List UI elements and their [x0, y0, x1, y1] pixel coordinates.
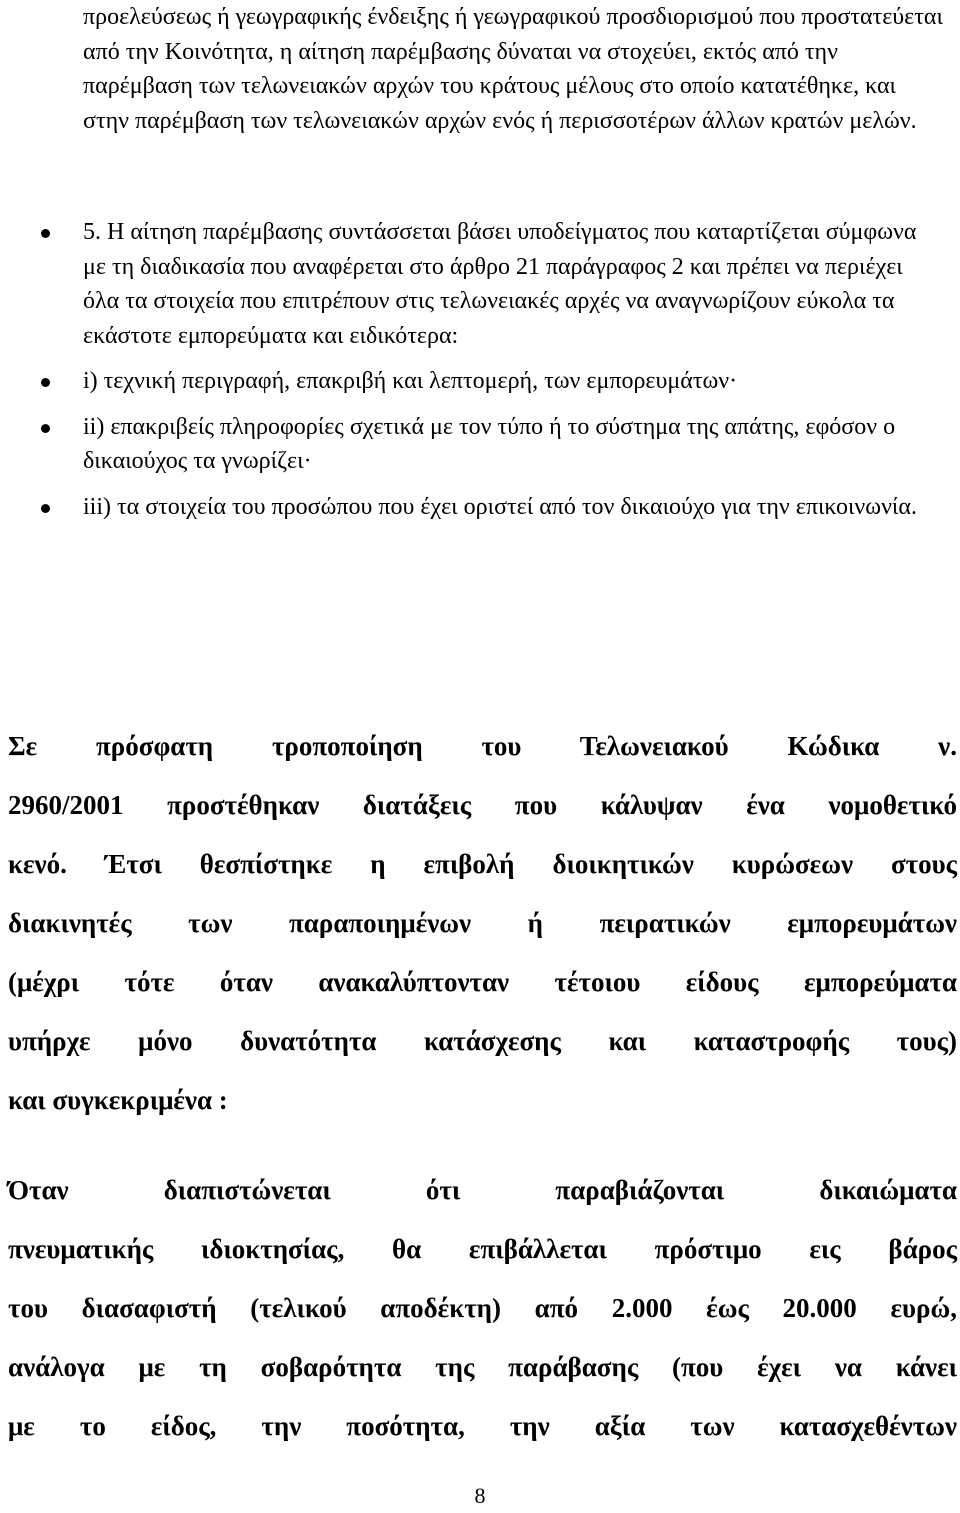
paragraph-line: του διασαφιστή (τελικού αποδέκτη) από 2.000 έως 20.000 ευρώ,: [8, 1293, 957, 1323]
bold-paragraph-penalty: [8, 1161, 957, 1456]
paragraph-line: Όταν διαπιστώνεται ότι παραβιάζονται δικαιώματα: [8, 1175, 957, 1205]
paragraph-line: διακινητές των παραποιημένων ή πειρατικών εμπορευμάτων: [8, 908, 957, 938]
bold-paragraph-amendment: [8, 717, 957, 1130]
list-item-text: ii) επακριβείς πληροφορίες σχετικά με τον τύπο ή το σύστημα της απάτης, εφόσον ο δικαιούχος τα γνωρίζει·: [83, 413, 896, 474]
list-item-text: 5. Η αίτηση παρέμβασης συντάσσεται βάσει υποδείγματος που καταρτίζεται σύμφωνα με τη διαδικασία που αναφέρεται στο άρθρο 21 παράγραφος 2 και πρέπει να περιέχει όλα τα στοιχεία που επιτρέπουν στις τελωνειακές αρχές να αναγνωρίζουν εύκολα τα εκάστοτε εμπορεύματα και ειδικότερα:: [83, 219, 917, 349]
list-item: [0, 215, 943, 353]
bullet-icon: [41, 378, 50, 387]
bullet-icon: [41, 504, 50, 513]
continuation-paragraph: προελεύσεως ή γεωγραφικής ένδειξης ή γεωγραφικού προσδιορισμού που προστατεύεται από την Κοινότητα, η αίτηση παρέμβασης δύναται να στοχεύει, εκτός από την παρέμβαση των τελωνειακών αρχών του κράτους μέλους στο οποίο κατατέθηκε, και στην παρέμβαση των τελωνειακών αρχών ενός ή περισσοτέρων άλλων κρατών μελών.: [83, 4, 943, 134]
list-item: [0, 364, 943, 399]
list-item: [0, 490, 943, 525]
bullet-list: [0, 215, 960, 535]
paragraph-line: υπήρχε μόνο δυνατότητα κατάσχεσης και καταστροφής τους): [8, 1026, 957, 1056]
bullet-icon: [41, 229, 50, 238]
paragraph-line: με το είδος, την ποσότητα, την αξία των κατασχεθέντων: [8, 1411, 957, 1441]
paragraph-line: πνευματικής ιδιοκτησίας, θα επιβάλλεται πρόστιμο εις βάρος: [8, 1234, 957, 1264]
list-item-text: iii) τα στοιχεία του προσώπου που έχει οριστεί από τον δικαιούχο για την επικοινωνία.: [83, 493, 917, 520]
page-number: 8: [474, 1483, 486, 1508]
paragraph-line: και συγκεκριμένα :: [8, 1085, 228, 1115]
list-item-text: i) τεχνική περιγραφή, επακριβή και λεπτομερή, των εμπορευμάτων·: [83, 368, 738, 394]
paragraph-line: Σε πρόσφατη τροποποίηση του Τελωνειακού Κώδικα ν.: [8, 731, 957, 761]
list-item: [0, 410, 943, 479]
bullet-icon: [41, 424, 50, 433]
paragraph-line: ανάλογα με τη σοβαρότητα της παράβασης (που έχει να κάνει: [8, 1352, 957, 1382]
paragraph-line: (μέχρι τότε όταν ανακαλύπτονταν τέτοιου είδους εμπορεύματα: [8, 967, 957, 997]
paragraph-line: κενό. Έτσι θεσπίστηκε η επιβολή διοικητικών κυρώσεων στους: [8, 849, 957, 879]
paragraph-line: 2960/2001 προστέθηκαν διατάξεις που κάλυψαν ένα νομοθετικό: [8, 790, 957, 820]
